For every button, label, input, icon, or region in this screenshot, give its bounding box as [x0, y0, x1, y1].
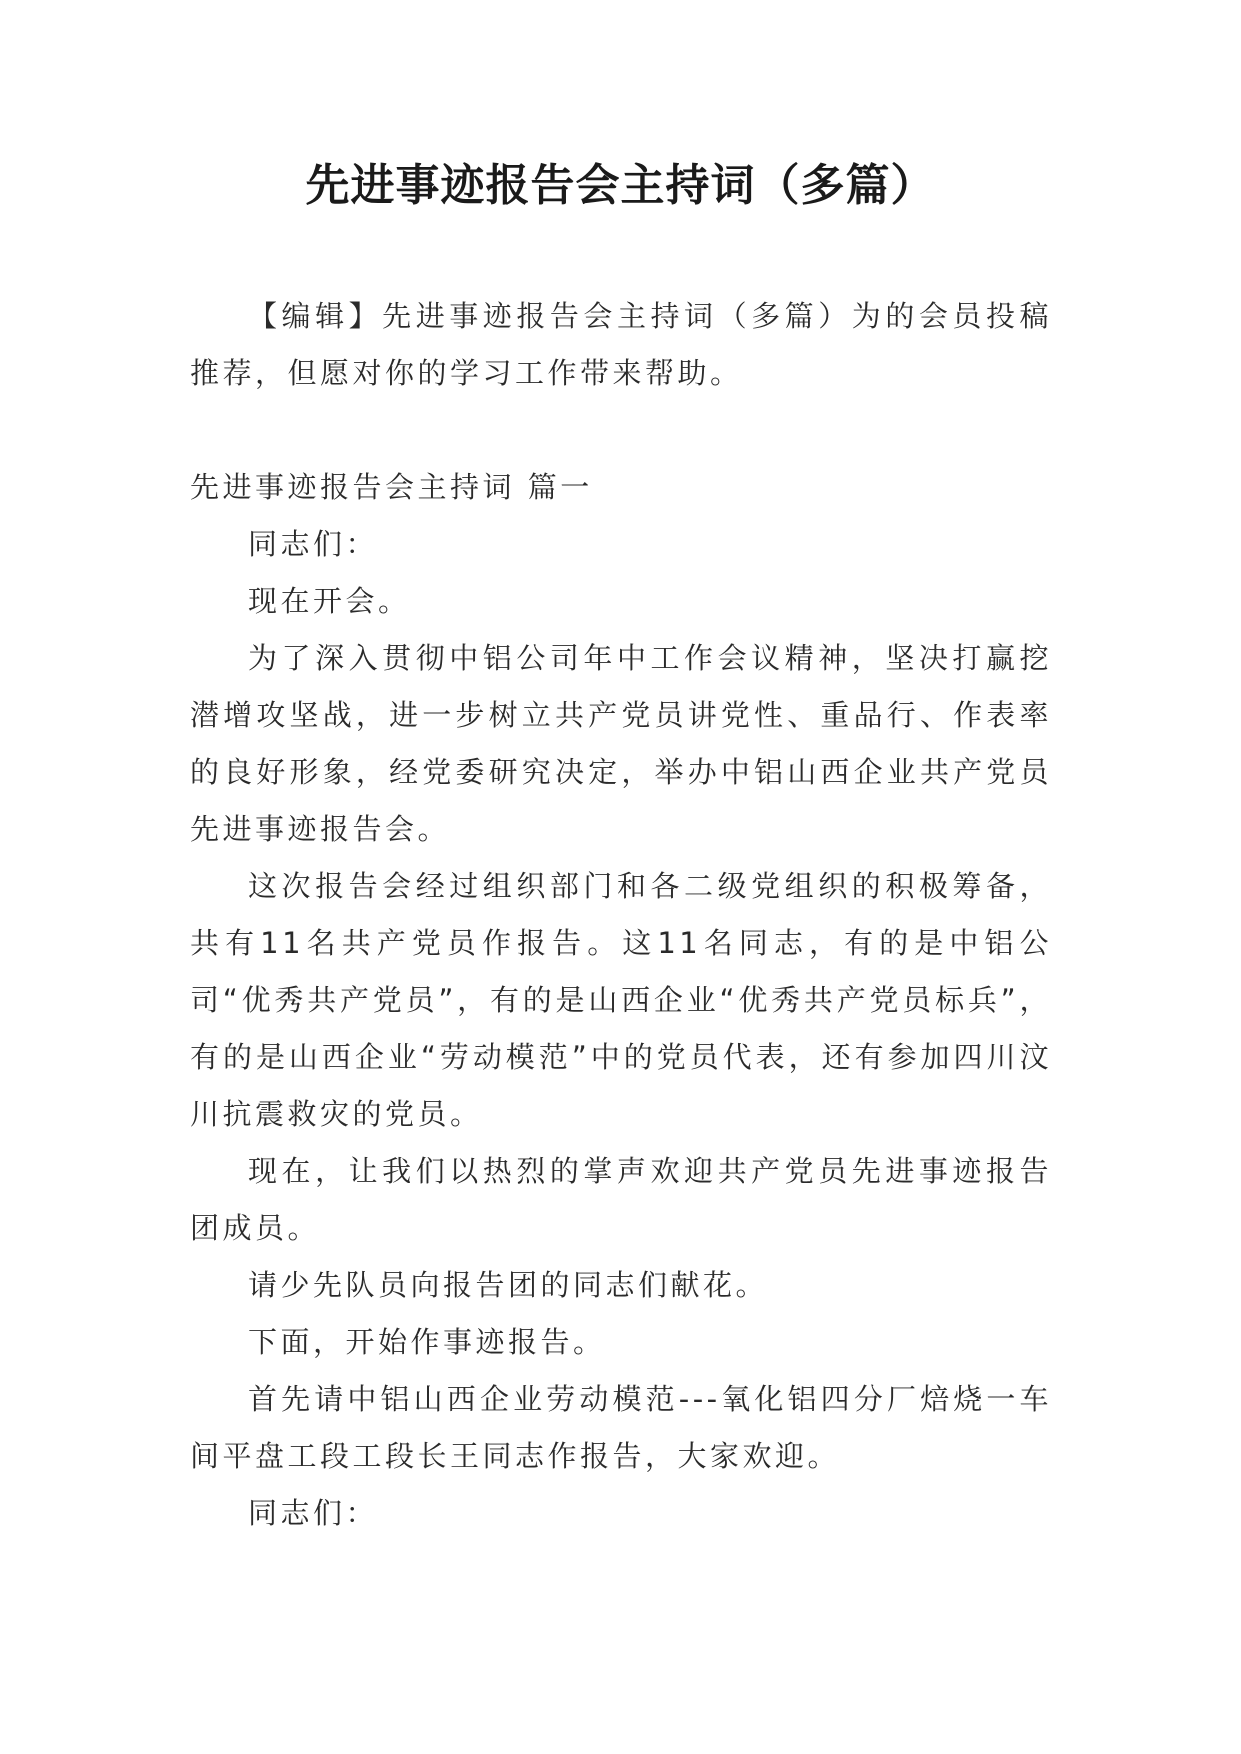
intro-paragraph: 【编辑】先进事迹报告会主持词（多篇）为的会员投稿推荐，但愿对你的学习工作带来帮助。: [190, 299, 1052, 390]
paragraph: 同志们：: [248, 527, 379, 561]
paragraph: 下面，开始作事迹报告。: [248, 1325, 606, 1359]
document-title: 先进事迹报告会主持词（多篇）: [305, 160, 936, 211]
spacer: [190, 402, 1052, 459]
paragraph: 首先请中铝山西企业劳动模范---氧化铝四分厂焙烧一车间平盘工段工段长王同志作报告，大家欢迎。: [190, 1382, 1052, 1473]
paragraph: 现在开会。: [248, 584, 411, 618]
paragraph: 现在，让我们以热烈的掌声欢迎共产党员先进事迹报告团成员。: [190, 1154, 1052, 1245]
paragraph: 为了深入贯彻中铝公司年中工作会议精神，坚决打赢挖潜增攻坚战，进一步树立共产党员讲党性、重品行、作表率的良好形象，经党委研究决定，举办中铝山西企业共产党员先进事迹报告会。: [190, 641, 1052, 846]
section-heading: 先进事迹报告会主持词 篇一: [190, 470, 593, 504]
paragraph: 同志们：: [248, 1496, 379, 1530]
paragraph: 请少先队员向报告团的同志们献花。: [248, 1268, 769, 1302]
paragraph: 这次报告会经过组织部门和各二级党组织的积极筹备，共有11名共产党员作报告。这11名同志，有的是中铝公司“优秀共产党员”，有的是山西企业“优秀共产党员标兵”，有的是山西企业“劳动模范”中的党员代表，还有参加四川汶川抗震救灾的党员。: [190, 869, 1052, 1131]
document-body: [190, 288, 1052, 1542]
